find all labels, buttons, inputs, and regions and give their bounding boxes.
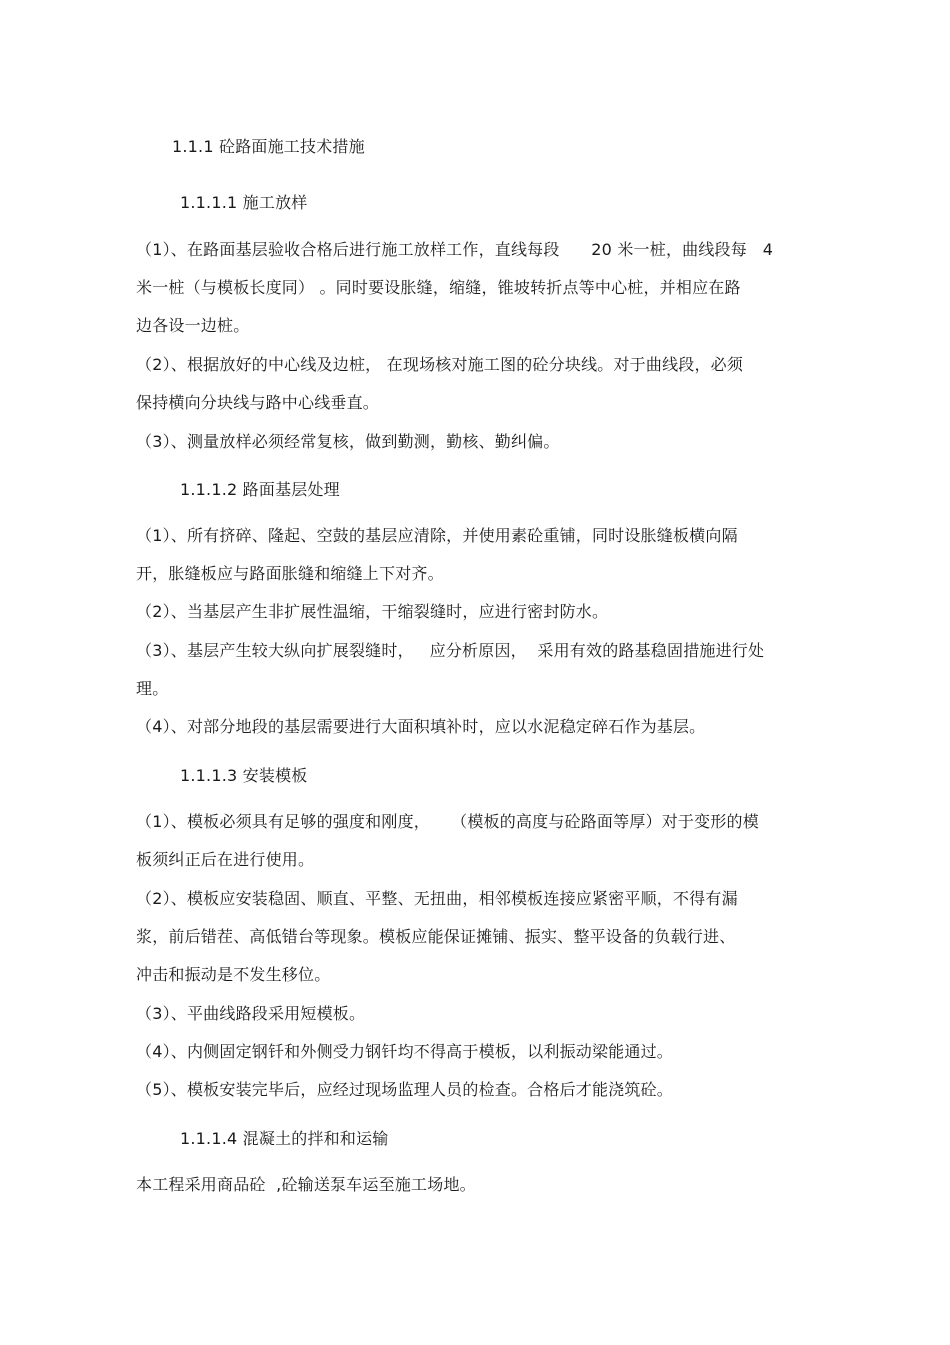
- paragraph-line: 边各设一边桩。: [136, 316, 250, 335]
- paragraph-line: 理。: [136, 679, 169, 698]
- subsection-heading-concrete: 1.1.1.4 混凝土的拌和和运输: [180, 1129, 389, 1148]
- paragraph-line: （1）、模板必须具有足够的强度和刚度， （模板的高度与砼路面等厚）对于变形的模: [136, 812, 759, 831]
- paragraph-line: 开，胀缝板应与路面胀缝和缩缝上下对齐。: [136, 564, 444, 583]
- paragraph-line: （2）、根据放好的中心线及边桩， 在现场核对施工图的砼分块线。对于曲线段，必须: [136, 355, 744, 374]
- paragraph-line: （3）、基层产生较大纵向扩展裂缝时， 应分析原因， 采用有效的路基稳固措施进行处: [136, 641, 765, 660]
- subsection-heading-base: 1.1.1.2 路面基层处理: [180, 480, 340, 499]
- paragraph-line: （2）、模板应安装稳固、顺直、平整、无扭曲，相邻模板连接应紧密平顺，不得有漏: [136, 889, 738, 908]
- paragraph-line: （3）、平曲线路段采用短模板。: [136, 1004, 366, 1023]
- subsection-heading-formwork: 1.1.1.3 安装模板: [180, 766, 308, 785]
- section-heading: 1.1.1 砼路面施工技术措施: [172, 137, 365, 156]
- paragraph-line: 浆，前后错茬、高低错台等现象。模板应能保证摊铺、振实、整平设备的负载行进、: [136, 927, 736, 946]
- paragraph-line: 保持横向分块线与路中心线垂直。: [136, 393, 380, 412]
- paragraph-line: （4）、对部分地段的基层需要进行大面积填补时，应以水泥稳定碎石作为基层。: [136, 717, 706, 736]
- paragraph-line: （5）、模板安装完毕后，应经过现场监理人员的检查。合格后才能浇筑砼。: [136, 1080, 673, 1099]
- paragraph-line: 米一桩（与模板长度同） 。同时要设胀缝，缩缝，锥坡转折点等中心桩，并相应在路: [136, 278, 741, 297]
- paragraph-line: 冲击和振动是不发生移位。: [136, 965, 331, 984]
- paragraph-line: 板须纠正后在进行使用。: [136, 850, 315, 869]
- paragraph-line: 本工程采用商品砼 ,砼输送泵车运至施工场地。: [136, 1175, 476, 1194]
- paragraph-line: （1）、所有挤碎、隆起、空鼓的基层应清除，并使用素砼重铺，同时设胀缝板横向隔: [136, 526, 738, 545]
- paragraph-line: （1）、在路面基层验收合格后进行施工放样工作，直线每段 20 米一桩，曲线段每 4: [136, 240, 774, 259]
- paragraph-line: （4）、内侧固定钢钎和外侧受力钢钎均不得高于模板，以利振动梁能通过。: [136, 1042, 673, 1061]
- paragraph-line: （3）、测量放样必须经常复核，做到勤测，勤核、勤纠偏。: [136, 432, 560, 451]
- paragraph-line: （2）、当基层产生非扩展性温缩，干缩裂缝时，应进行密封防水。: [136, 602, 609, 621]
- subsection-heading-layout: 1.1.1.1 施工放样: [180, 193, 308, 212]
